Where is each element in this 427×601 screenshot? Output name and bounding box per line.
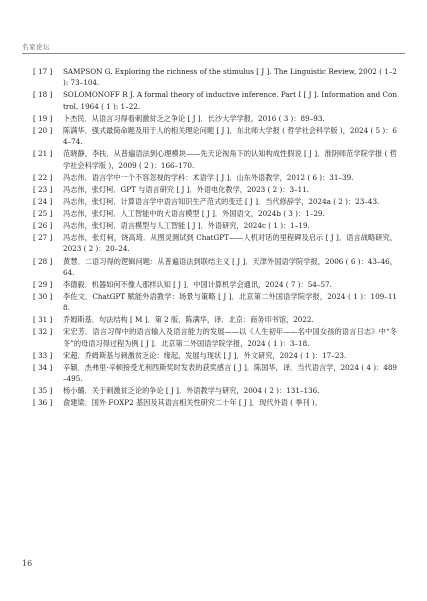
reference-number: [ 27 ] [33, 233, 53, 243]
reference-number: [ 32 ] [33, 327, 53, 337]
reference-text: 杨小璐．关于刺激贫乏论的争论 [ J ]．外语教学与研究，2004 ( 2 )：131–136. [63, 386, 320, 396]
reference-text: 黄慧．二语习得的逻辑问题：从普遍语法到联结主义 [ J ]．天津外国语学院学报，2006 ( 6 )：43–46，64. [63, 256, 397, 277]
reference-text: 宋宏芳．语言习得中的语言输入及语言能力的发展——以《人生初年——名中国女孩的语言日志》中“冬冬”的母语习得过程为例 [ J ]．北京第二外国语学院学报，2024 ( 1 )：3–18. [63, 327, 397, 348]
reference-item [33, 125, 397, 148]
header-rule [22, 53, 405, 54]
reference-item [33, 66, 397, 89]
reference-text: 辛颖．杰弗里·辛顿接受尤利西斯奖时发表的获奖感言 [ J ]．陈国华，译．当代语言学，2024 ( 4 )：489–495. [63, 362, 397, 384]
reference-number: [ 17 ] [33, 67, 53, 76]
reference-list [33, 66, 397, 410]
reference-item [33, 279, 397, 290]
reference-number: [ 22 ] [33, 172, 53, 182]
reference-text: 冯志伟，张灯柯．计算语言学中语言知识生产范式的变迁 [ J ]．当代修辞学，2024a ( 2 )：23–43. [63, 196, 380, 206]
reference-item [33, 184, 397, 195]
reference-item [33, 89, 397, 112]
reference-item [33, 362, 397, 385]
reference-item [33, 113, 397, 124]
reference-number: [ 34 ] [33, 362, 53, 372]
reference-text: 李佐文．ChatGPT 赋能外语教学：场景与策略 [ J ]．北京第二外国语学院学报，2024 ( 1 )：109–118. [63, 292, 397, 313]
reference-text: 卜杰民．从语言习得看刺激贫乏之争论 [ J ]．长沙大学学报，2016 ( 3 )：89–93. [63, 113, 325, 123]
reference-number: [ 29 ] [33, 279, 53, 289]
reference-text: 范晓静，李扶．从普遍语法到心理模块——先天论视角下的认知构成性假说 [ J ]．淮阴师范学院学报 ( 哲学社会科学版 )，2009 ( 2 )：166–170. [63, 149, 397, 170]
reference-text: 冯志伟，张灯柯．语言模型与人工智能 [ J ]．外语研究，2024c ( 1 )：1–19. [63, 221, 310, 231]
reference-item [33, 220, 397, 231]
reference-text: SAMPSON G. Exploring the richness of the stimulus [ J ]. The Linguistic Review, 2002 ( 1–2 ): 73–104. [63, 67, 397, 88]
reference-item [33, 291, 397, 314]
reference-item [33, 172, 397, 183]
reference-text: 冯志伟，张灯柯，饶高琦．从图灵测试到 ChatGPT——人机对话的里程碑及启示 [ J ]．语言战略研究，2023 ( 2 )：20–24. [63, 233, 397, 254]
reference-number: [ 26 ] [33, 221, 53, 231]
reference-text: 李德毅．机器如何不像人那样认知 [ J ]．中国计算机学会通讯，2024 ( 7 )：54–57. [63, 279, 332, 289]
reference-item [33, 350, 397, 361]
reference-number: [ 23 ] [33, 184, 53, 194]
reference-number: [ 35 ] [33, 386, 53, 396]
reference-item [33, 256, 397, 279]
reference-number: [ 21 ] [33, 149, 53, 159]
reference-item [33, 232, 397, 255]
reference-text: 冯志伟．语言学中一个不容忽视的学科：术语学 [ J ]．山东外语教学，2012 ( 6 )：31–39. [63, 172, 354, 182]
reference-number: [ 19 ] [33, 113, 53, 123]
reference-text: 陈满华．强式最简命题及用于人的相关理论问题 [ J ]．东北师大学报 ( 哲学社会科学版 )，2024 ( 5 )：64–74. [63, 125, 397, 147]
reference-number: [ 33 ] [33, 350, 53, 360]
page-number: 16 [22, 559, 33, 568]
reference-text: 乔姆斯基．句法结构 [ M ]．第 2 版．陈满华，译．北京：商务印书馆，2022. [63, 315, 314, 325]
reference-number: [ 36 ] [33, 398, 53, 408]
reference-text: 宋超．乔姆斯基与刺激贫乏论：缘起、发展与现状 [ J ]．外文研究，2024 ( 1 )：17–23. [63, 350, 347, 360]
reference-item [33, 208, 397, 219]
reference-number: [ 31 ] [33, 315, 53, 325]
reference-text: 冯志伟，张灯柯．人工智能中的大语言模型 [ J ]．外国语文，2024b ( 3 )：1–29. [63, 208, 325, 218]
reference-text: SOLOMONOFF R J. A formal theory of inductive inference. Part I [ J ]. Information and Control, 1964 ( 1 ): 1–22. [63, 90, 397, 111]
reference-number: [ 18 ] [33, 90, 53, 100]
reference-text: 冯志伟，张灯柯．GPT 与语言研究 [ J ]．外语电化教学，2023 ( 2 )：3–11. [63, 184, 310, 194]
reference-number: [ 24 ] [33, 196, 53, 206]
reference-item [33, 326, 397, 349]
reference-item [33, 314, 397, 325]
reference-number: [ 25 ] [33, 208, 53, 218]
reference-item [33, 385, 397, 396]
reference-number: [ 30 ] [33, 292, 53, 301]
reference-text: 俞建梁．国外 FOXP2 基因及其语言相关性研究二十年 [ J ]．现代外语 ( 季刊 )， [63, 398, 322, 408]
reference-item [33, 196, 397, 207]
reference-number: [ 20 ] [33, 125, 53, 135]
running-head: 名家论坛 [22, 43, 50, 51]
reference-number: [ 28 ] [33, 256, 53, 266]
reference-item [33, 148, 397, 171]
reference-item [33, 397, 397, 408]
